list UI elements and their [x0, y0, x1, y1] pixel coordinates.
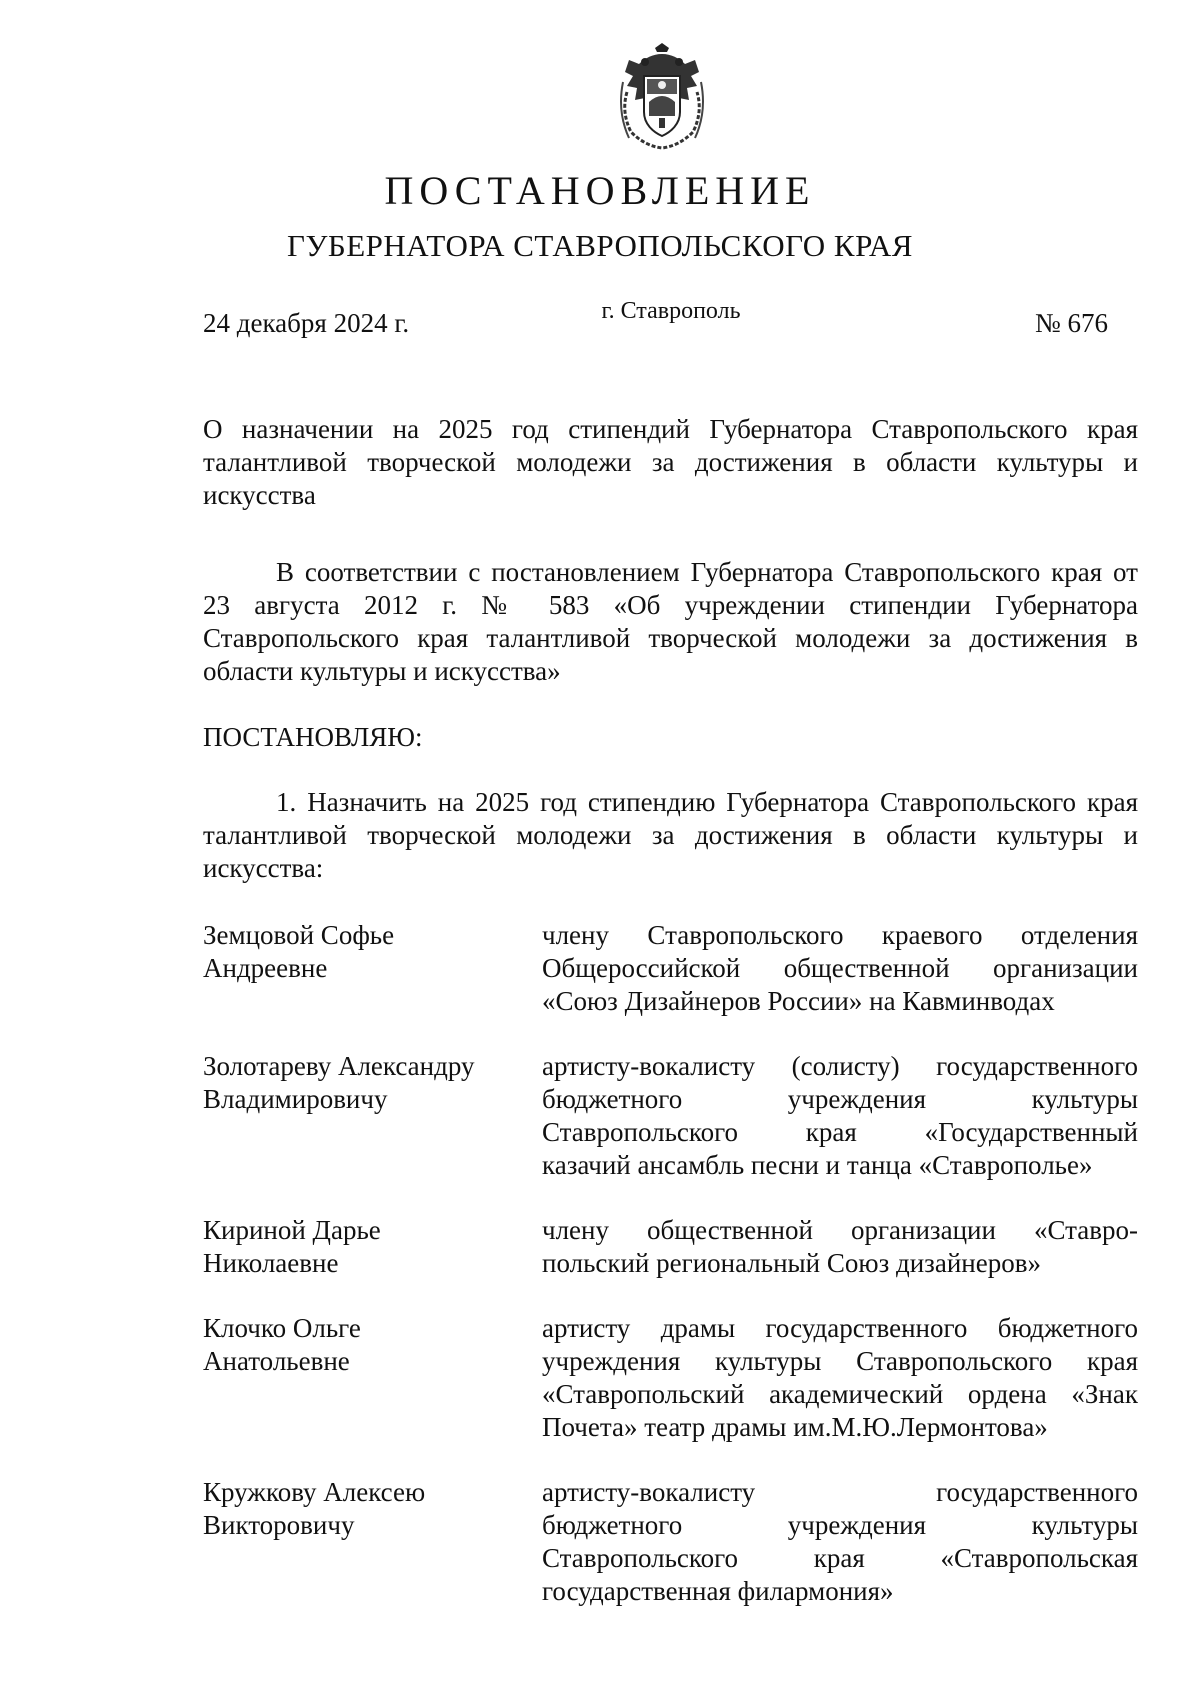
recipient-name-line: Владимировичу	[203, 1084, 388, 1114]
recipient-position	[542, 919, 1138, 1018]
recipient-position-line: члену общественной организации «Ставро-	[542, 1215, 1138, 1245]
recipient-name-line: Викторовичу	[203, 1510, 355, 1540]
recipient-name	[203, 919, 523, 985]
decree-word: ПОСТАНОВЛЯЮ:	[203, 722, 423, 752]
recipient-name-line: Клочко Ольге	[203, 1313, 361, 1343]
document-issuer: ГУБЕРНАТОРА СТАВРОПОЛЬСКОГО КРАЯ	[287, 228, 913, 263]
coat-of-arms-emblem	[615, 42, 709, 152]
recipient-position-line: артисту-вокалисту государственного	[542, 1477, 1138, 1507]
recipient-name-line: Золотареву Александру	[203, 1051, 475, 1081]
clause-1: 1. Назначить на 2025 год стипендию Губернатора Ставропольского края талантливой творческой молодежи за достижения в области культуры и искусства:	[203, 787, 1138, 883]
document-date: 24 декабря 2024 г.	[203, 308, 410, 338]
recipient-position-line: члену Ставропольского краевого отделения	[542, 920, 1138, 950]
recipient-name-line: Николаевне	[203, 1248, 339, 1278]
recipient-position-line: Ставропольского края «Ставропольская	[542, 1543, 1138, 1573]
preamble-paragraph: В соответствии с постановлением Губернатора Ставропольского края от 23 августа 2012 г. № 583 «Об учреждении стипендии Губернатора Ставропольского края талантливой творческой молодежи за достижения в области культуры и искусства»	[203, 557, 1138, 686]
recipient-position	[542, 1050, 1138, 1182]
recipient-position-line: учреждения культуры Ставропольского края	[542, 1346, 1138, 1376]
recipient-name	[203, 1050, 523, 1116]
document-number: № 676	[1034, 308, 1108, 338]
recipient-position-line: артисту драмы государственного бюджетного	[542, 1313, 1138, 1343]
recipient-position-line: Общероссийской общественной организации	[542, 953, 1138, 983]
recipient-position-line: бюджетного учреждения культуры	[542, 1510, 1138, 1540]
recipient-position	[542, 1214, 1138, 1280]
recipient-position-line: Почета» театр драмы им.М.Ю.Лермонтова»	[542, 1412, 1048, 1442]
document-title: ПОСТАНОВЛЕНИЕ	[384, 168, 816, 213]
recipient-position-line: Ставропольского края «Государственный	[542, 1117, 1138, 1147]
document-subject: О назначении на 2025 год стипендий Губернатора Ставропольского края талантливой творческой молодежи за достижения в области культуры и искусства	[203, 414, 1138, 510]
recipient-position-line: польский региональный Союз дизайнеров»	[542, 1248, 1041, 1278]
recipient-name-line: Анатольевне	[203, 1346, 350, 1376]
recipient-position-line: государственная филармония»	[542, 1576, 894, 1606]
recipient-name-line: Кириной Дарье	[203, 1215, 381, 1245]
recipient-name-line: Кружкову Алексею	[203, 1477, 426, 1507]
recipient-position	[542, 1312, 1138, 1444]
recipient-position-line: «Ставропольский академический ордена «Знак	[542, 1379, 1138, 1409]
recipient-position-line: артисту-вокалисту (солисту) государственного	[542, 1051, 1138, 1081]
document-city: г. Ставрополь	[601, 298, 741, 324]
recipient-position-line: казачий ансамбль песни и танца «Ставрополье»	[542, 1150, 1093, 1180]
recipient-name	[203, 1476, 523, 1542]
recipient-name	[203, 1312, 523, 1378]
recipient-position-line: бюджетного учреждения культуры	[542, 1084, 1138, 1114]
recipient-name-line: Земцовой Софье	[203, 920, 395, 950]
recipient-name-line: Андреевне	[203, 953, 328, 983]
recipient-position-line: «Союз Дизайнеров России» на Кавминводах	[542, 986, 1055, 1016]
recipient-position	[542, 1476, 1138, 1608]
recipient-name	[203, 1214, 523, 1280]
